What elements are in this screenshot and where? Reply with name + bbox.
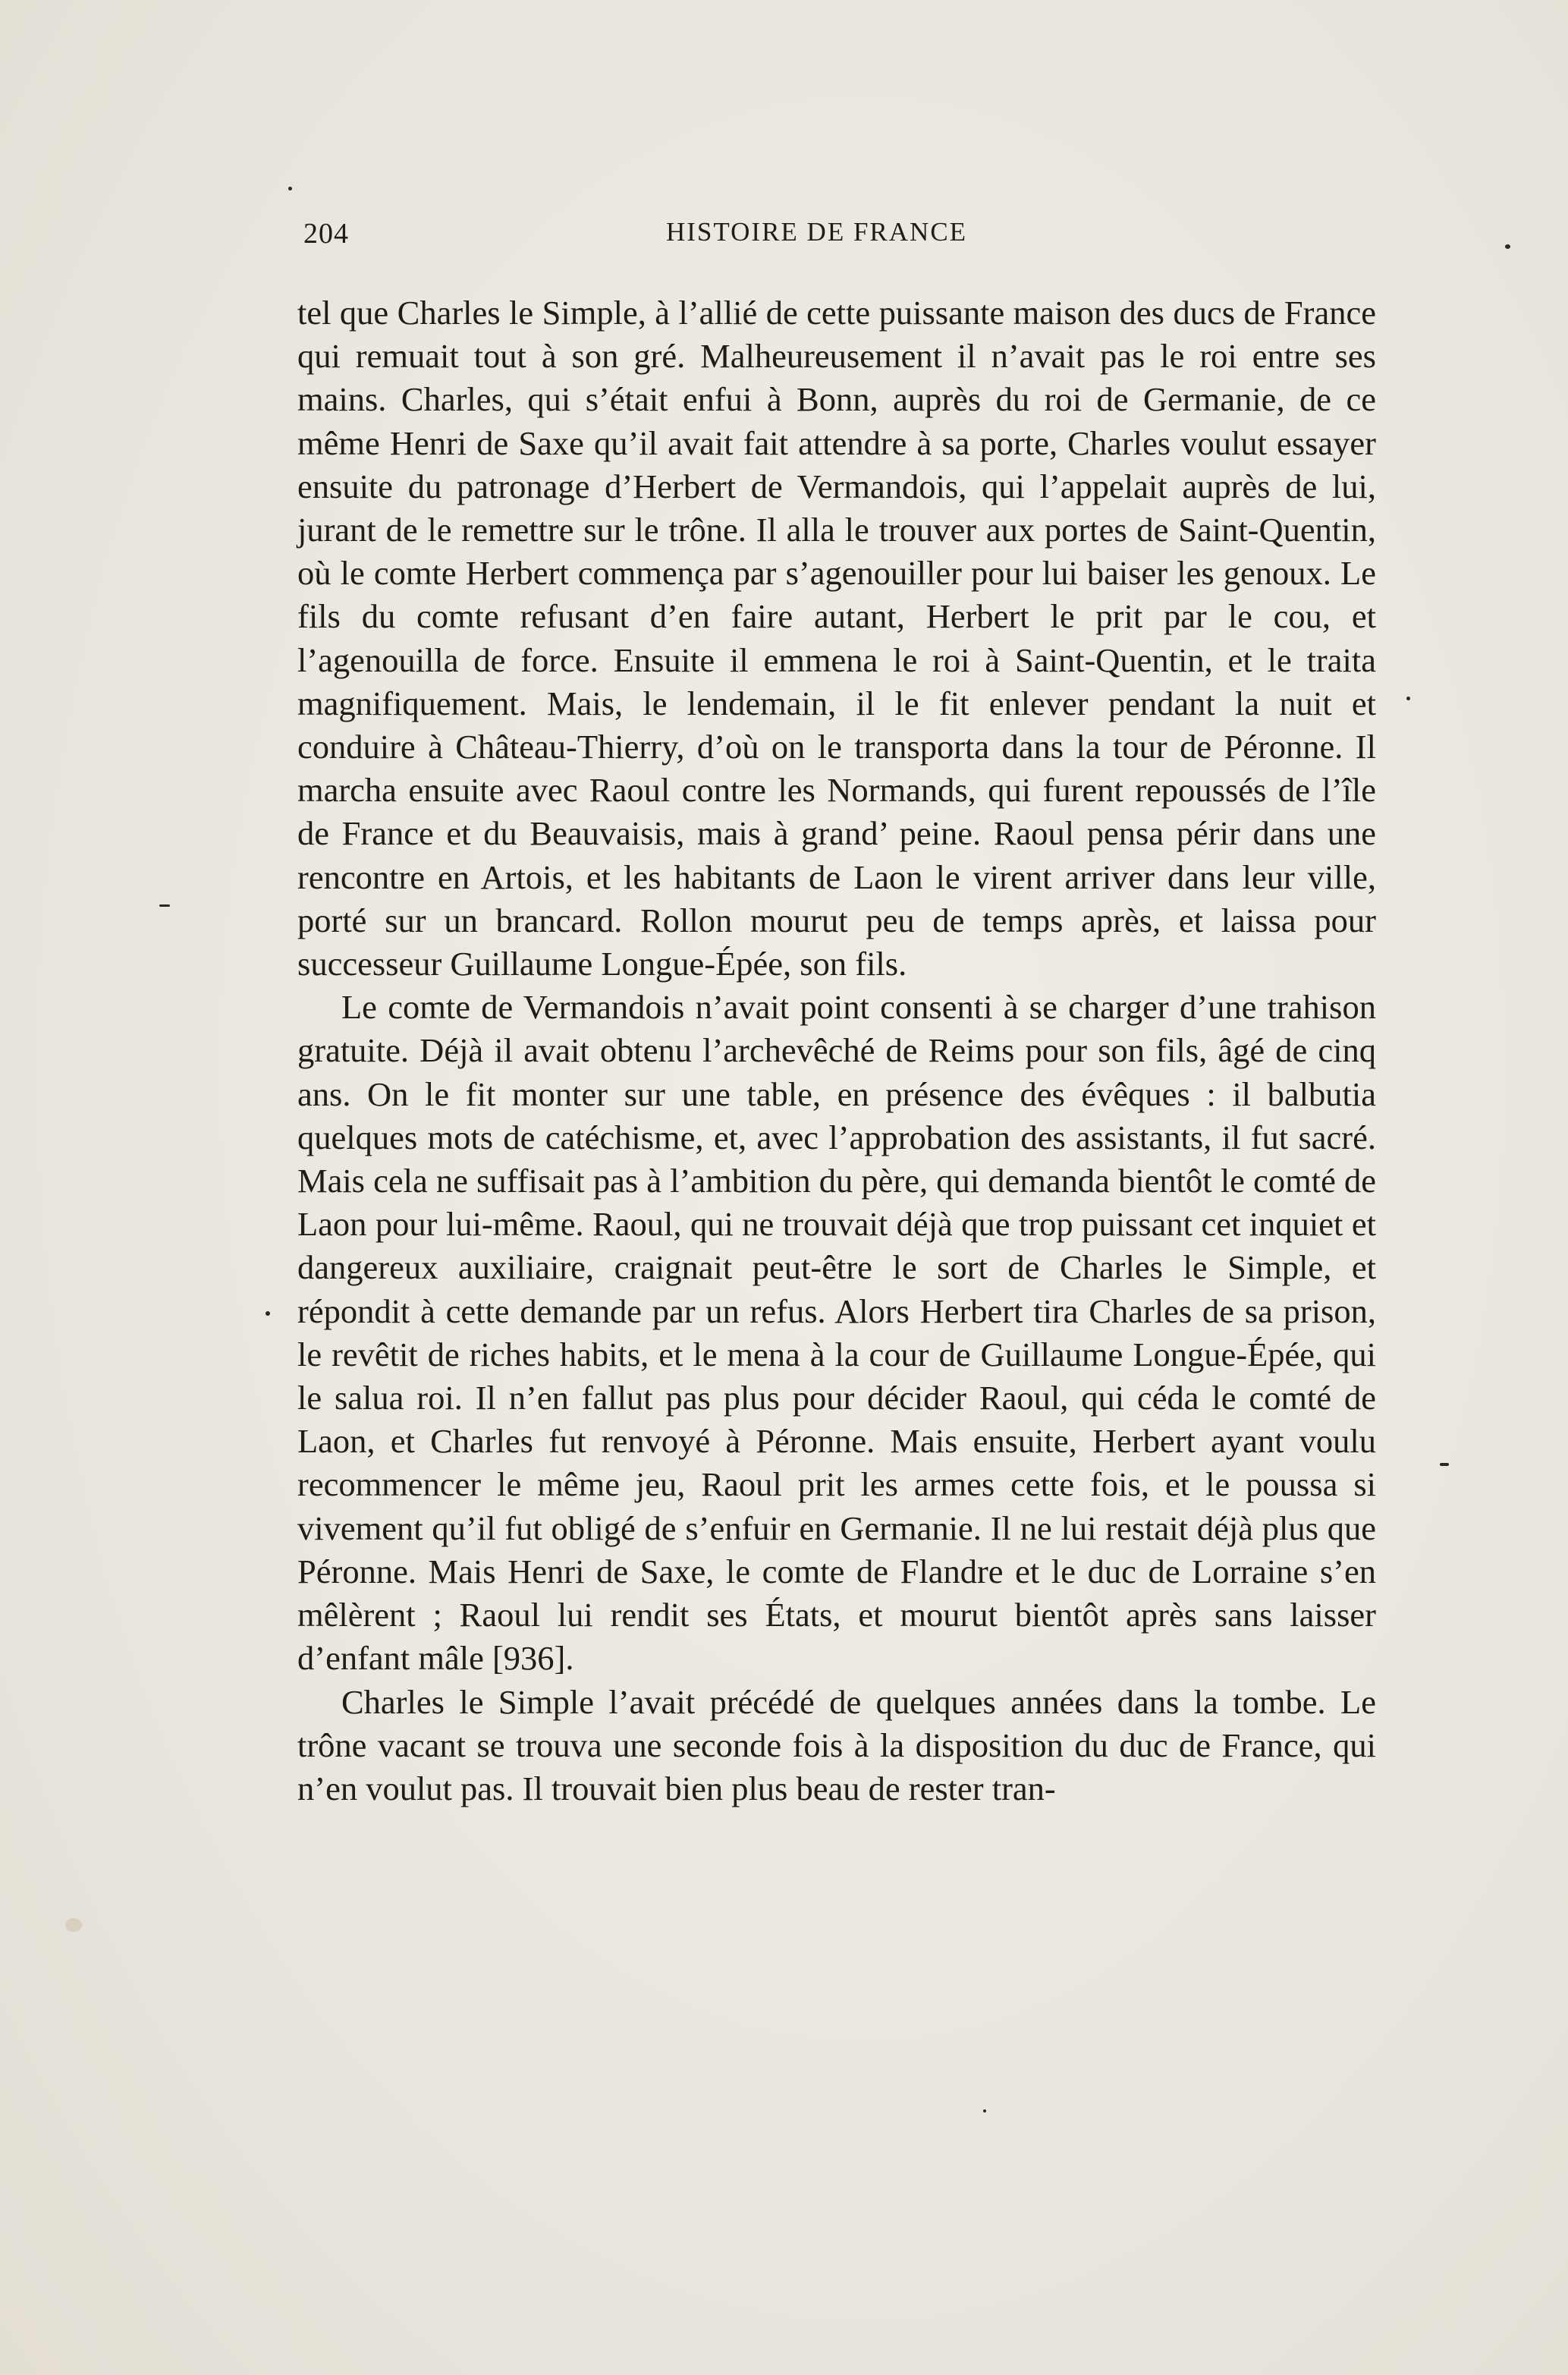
- paragraph-1: tel que Charles le Simple, à l’allié de cette puissante maison des ducs de France qui remuait tout à son gré. Malheureusement il n’avait pas le roi entre ses mains. Charles, qui s’était enfui à Bonn, auprès du roi de Germanie, de ce même Henri de Saxe qu’il avait fait attendre à sa porte, Charles voulut essayer ensuite du patronage d’Herbert de Vermandois, qui l’appelait auprès de lui, jurant de le remettre sur le trône. Il alla le trouver aux portes de Saint-Quentin, où le comte Herbert commença par s’agenouiller pour lui baiser les genoux. Le fils du comte refusant d’en faire autant, Herbert le prit par le cou, et l’agenouilla de force. Ensuite il emmena le roi à Saint-Quentin, et le traita magnifiquement. Mais, le lendemain, il le fit enlever pendant la nuit et conduire à Château-Thierry, d’où on le transporta dans la tour de Péronne. Il marcha ensuite avec Raoul contre les Normands, qui furent repoussés de l’île de France et du Beauvaisis, mais à grand’ peine. Raoul pensa périr dans une rencontre en Artois, et les habitants de Laon le virent arriver dans leur ville, porté sur un brancard. Rollon mourut peu de temps après, et laissa pour successeur Guillaume Longue-Épée, son fils.: [297, 294, 1376, 983]
- paper-speck: [1406, 697, 1410, 700]
- paper-speck: [159, 904, 170, 907]
- paper-speck: [288, 187, 292, 190]
- running-title: HISTOIRE DE FRANCE: [666, 217, 968, 247]
- page-number: 204: [303, 218, 349, 250]
- paper-speck: [1440, 1463, 1449, 1466]
- paper-speck: [1505, 244, 1510, 249]
- paragraph-3: Charles le Simple l’avait précédé de quelques années dans la tombe. Le trône vacant se trouva une seconde fois à la disposition du duc de France, qui n’en voulut pas. Il trouvait bien plus beau de rester tran-: [297, 1682, 1376, 1807]
- paper-speck: [983, 2109, 986, 2112]
- page-header: [303, 217, 1017, 263]
- body-text: [297, 291, 1376, 1810]
- paper-speck: [266, 1311, 270, 1316]
- paragraph-2: Le comte de Vermandois n’avait point consenti à se charger d’une trahison gratuite. Déjà il avait obtenu l’archevêché de Reims pour son fils, âgé de cinq ans. On le fit monter sur une table, en présence des évêques : il balbutia quelques mots de catéchisme, et, avec l’approbation des assistants, il fut sacré. Mais cela ne suffisait pas à l’ambition du père, qui demanda bientôt le comté de Laon pour lui-même. Raoul, qui ne trouvait déjà que trop puissant cet inquiet et dangereux auxiliaire, craignait peut-être le sort de Charles le Simple, et répondit à cette demande par un refus. Alors Herbert tira Charles de sa prison, le revêtit de riches habits, et le mena à la cour de Guillaume Longue-Épée, qui le salua roi. Il n’en fallut pas plus pour décider Raoul, qui céda le comté de Laon, et Charles fut renvoyé à Péronne. Mais ensuite, Herbert ayant voulu recommencer le même jeu, Raoul prit les armes cette fois, et le poussa si vivement qu’il fut obligé de s’enfuir en Germanie. Il ne lui restait déjà plus que Péronne. Mais Henri de Saxe, le comte de Flandre et le duc de Lorraine s’en mêlèrent ; Raoul lui rendit ses États, et mourut bientôt après sans laisser d’enfant mâle [936].: [297, 988, 1376, 1678]
- paper-speck: [65, 1918, 82, 1932]
